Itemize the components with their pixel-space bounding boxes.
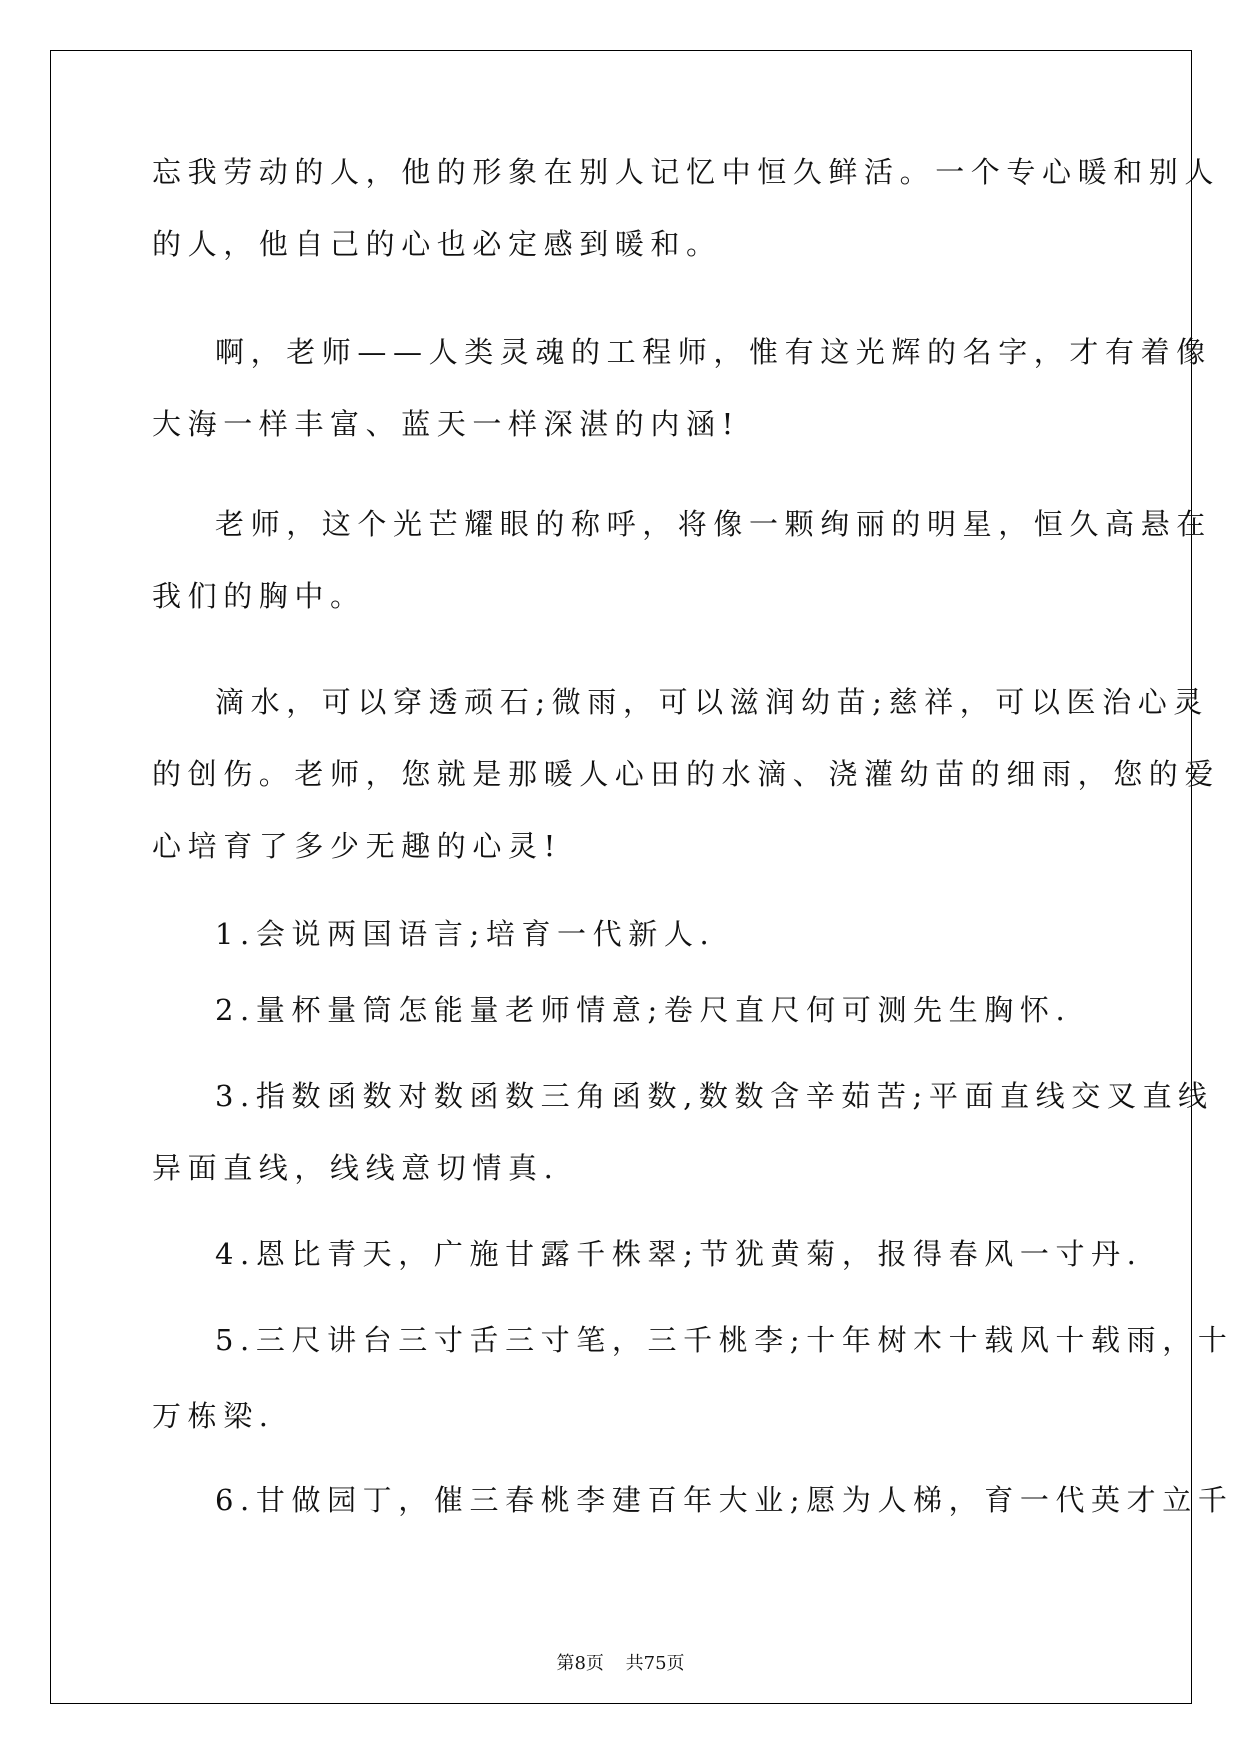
list-item: 5.三尺讲台三寸舌三寸笔，三千桃李;十年树木十载风十载雨，十 bbox=[215, 1323, 1234, 1357]
list-item: 1.会说两国语言;培育一代新人. bbox=[215, 917, 716, 951]
list-item: 6.甘做园丁，催三春桃李建百年大业;愿为人梯，育一代英才立千 bbox=[215, 1483, 1234, 1517]
text-line: 异面直线，线线意切情真. bbox=[152, 1151, 560, 1185]
text-line: 滴水，可以穿透顽石;微雨，可以滋润幼苗;慈祥，可以医治心灵 bbox=[215, 685, 1209, 719]
text-line: 心培育了多少无趣的心灵! bbox=[152, 829, 562, 863]
page-footer bbox=[0, 1652, 1241, 1676]
list-item: 2.量杯量筒怎能量老师情意;卷尺直尺何可测先生胸怀. bbox=[215, 993, 1072, 1027]
text-line: 啊，老师——人类灵魂的工程师，惟有这光辉的名字，才有着像 bbox=[215, 335, 1212, 369]
list-item: 4.恩比青天，广施甘露千株翠;节犹黄菊，报得春风一寸丹. bbox=[215, 1237, 1143, 1271]
text-line: 的创伤。老师，您就是那暖人心田的水滴、浇灌幼苗的细雨，您的爱 bbox=[152, 757, 1221, 791]
page-total: 共75页 bbox=[625, 1653, 685, 1674]
list-item: 3.指数函数对数函数三角函数,数数含辛茹苦;平面直线交叉直线 bbox=[215, 1079, 1214, 1113]
text-line: 老师，这个光芒耀眼的称呼，将像一颗绚丽的明星，恒久高悬在 bbox=[215, 507, 1212, 541]
text-line: 大海一样丰富、蓝天一样深湛的内涵! bbox=[152, 407, 740, 441]
text-line: 我们的胸中。 bbox=[152, 579, 366, 613]
text-line: 的人，他自己的心也必定感到暖和。 bbox=[152, 227, 722, 261]
text-line: 万栋梁. bbox=[152, 1399, 275, 1433]
text-line: 忘我劳动的人，他的形象在别人记忆中恒久鲜活。一个专心暖和别人 bbox=[152, 155, 1221, 189]
page-number: 第8页 bbox=[556, 1653, 604, 1674]
page-border bbox=[50, 50, 1234, 1704]
